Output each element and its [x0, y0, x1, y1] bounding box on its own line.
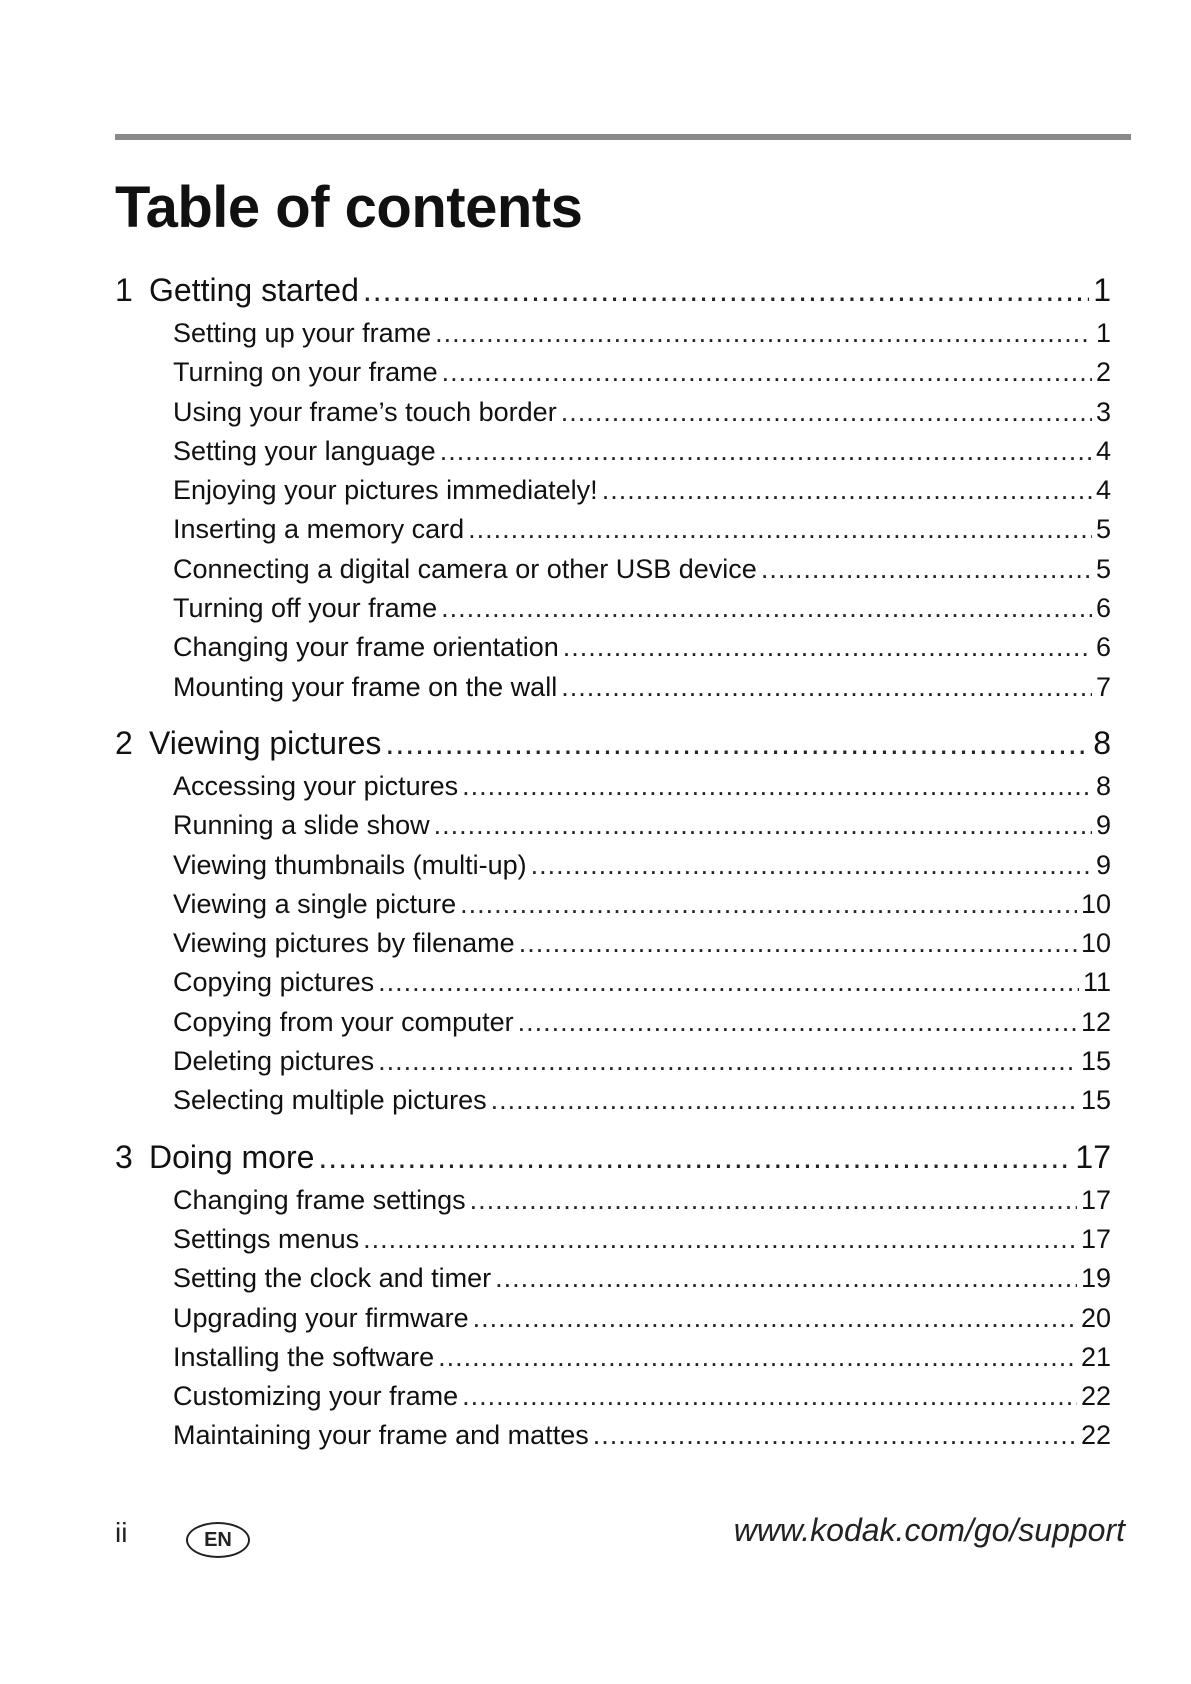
section-title: Copying from your computer — [173, 1006, 514, 1037]
dot-leader — [363, 1224, 1077, 1255]
section-page: 21 — [1080, 1341, 1111, 1372]
dot-leader — [441, 593, 1092, 624]
dot-leader — [462, 771, 1092, 802]
section-title: Viewing a single picture — [173, 888, 457, 919]
section-entry[interactable] — [115, 436, 1111, 475]
section-title: Installing the software — [173, 1341, 435, 1372]
chapter-entry[interactable] — [115, 725, 1111, 771]
chapter-1 — [115, 272, 1111, 711]
section-page: 7 — [1095, 671, 1111, 702]
section-title: Using your frame’s touch border — [173, 396, 557, 427]
section-page: 10 — [1080, 888, 1111, 919]
dot-leader — [495, 1263, 1077, 1294]
section-entry[interactable] — [115, 1007, 1111, 1046]
section-entry[interactable] — [115, 475, 1111, 514]
section-entry[interactable] — [115, 1303, 1111, 1342]
section-title: Viewing thumbnails (multi-up) — [173, 849, 527, 880]
section-page: 9 — [1095, 849, 1111, 880]
dot-leader — [519, 928, 1077, 959]
section-title: Turning off your frame — [173, 593, 438, 624]
section-entry[interactable] — [115, 1420, 1111, 1459]
section-title: Changing frame settings — [173, 1184, 466, 1215]
dot-leader — [438, 1342, 1077, 1373]
section-page: 15 — [1080, 1046, 1111, 1077]
section-entry[interactable] — [115, 889, 1111, 928]
section-page: 10 — [1080, 928, 1111, 959]
section-page: 1 — [1095, 318, 1111, 348]
table-of-contents — [115, 272, 1111, 1474]
section-entry[interactable] — [115, 554, 1111, 593]
chapter-number: 2 — [115, 724, 133, 761]
chapter-entry[interactable] — [115, 1139, 1111, 1185]
section-page: 5 — [1095, 514, 1111, 545]
section-title: Accessing your pictures — [173, 770, 459, 801]
dot-leader — [442, 357, 1092, 388]
section-page: 17 — [1080, 1184, 1111, 1215]
section-title: Setting the clock and timer — [173, 1263, 492, 1294]
section-page: 6 — [1095, 593, 1111, 624]
section-title: Running a slide show — [173, 810, 430, 841]
dot-leader — [593, 1420, 1077, 1451]
chapter-title: Getting started — [149, 272, 359, 308]
section-entry[interactable] — [115, 1085, 1111, 1124]
header-rule — [115, 134, 1131, 140]
section-entry[interactable] — [115, 1263, 1111, 1302]
section-entry[interactable] — [115, 850, 1111, 889]
dot-leader — [470, 1185, 1077, 1216]
dot-leader — [440, 436, 1092, 467]
dot-leader — [363, 272, 1089, 309]
section-entry[interactable] — [115, 967, 1111, 1006]
dot-leader — [460, 889, 1077, 920]
dot-leader — [561, 672, 1092, 703]
dot-leader — [468, 514, 1092, 545]
section-title: Upgrading your firmware — [173, 1302, 469, 1333]
dot-leader — [435, 318, 1092, 349]
section-page: 4 — [1095, 475, 1111, 506]
chapter-title: Viewing pictures — [149, 724, 382, 761]
section-entry[interactable] — [115, 357, 1111, 396]
footer-page-number: ii — [115, 1517, 128, 1548]
section-entry[interactable] — [115, 1185, 1111, 1224]
section-title: Customizing your frame — [173, 1381, 459, 1412]
dot-leader — [462, 1381, 1077, 1412]
dot-leader — [385, 725, 1089, 762]
language-badge: EN — [186, 1522, 250, 1558]
section-title: Mounting your frame on the wall — [173, 671, 558, 702]
section-entry[interactable] — [115, 810, 1111, 849]
section-page: 15 — [1080, 1085, 1111, 1116]
section-page: 12 — [1080, 1006, 1111, 1037]
dot-leader — [561, 397, 1092, 428]
dot-leader — [378, 967, 1079, 998]
section-entry[interactable] — [115, 397, 1111, 436]
dot-leader — [761, 554, 1092, 585]
section-title: Turning on your frame — [173, 357, 438, 388]
dot-leader — [318, 1139, 1071, 1176]
section-entry[interactable] — [115, 771, 1111, 810]
dot-leader — [378, 1046, 1077, 1077]
dot-leader — [563, 632, 1092, 663]
chapter-number: 3 — [115, 1138, 133, 1175]
section-page: 5 — [1095, 553, 1111, 584]
section-entry[interactable] — [115, 514, 1111, 553]
dot-leader — [491, 1085, 1077, 1116]
section-page: 6 — [1095, 632, 1111, 663]
section-title: Copying pictures — [173, 967, 375, 998]
dot-leader — [473, 1303, 1077, 1334]
section-title: Inserting a memory card — [173, 514, 465, 545]
chapter-3 — [115, 1139, 1111, 1460]
section-page: 19 — [1080, 1263, 1111, 1294]
chapter-page: 1 — [1093, 272, 1111, 308]
section-title: Enjoying your pictures immediately! — [173, 475, 598, 506]
section-entry[interactable] — [115, 672, 1111, 711]
section-entry[interactable] — [115, 1046, 1111, 1085]
section-title: Changing your frame orientation — [173, 632, 559, 663]
section-page: 9 — [1095, 810, 1111, 841]
section-page: 20 — [1080, 1302, 1111, 1333]
section-entry[interactable] — [115, 1342, 1111, 1381]
section-page: 22 — [1080, 1381, 1111, 1412]
section-entry[interactable] — [115, 928, 1111, 967]
dot-leader — [602, 475, 1092, 506]
page-title: Table of contents — [115, 175, 583, 240]
section-title: Setting your language — [173, 435, 436, 466]
section-title: Connecting a digital camera or other USB device — [173, 553, 757, 584]
section-title: Selecting multiple pictures — [173, 1085, 487, 1116]
section-entry[interactable] — [115, 1224, 1111, 1263]
section-entry[interactable] — [115, 593, 1111, 632]
section-page: 11 — [1082, 967, 1111, 998]
section-title: Maintaining your frame and mattes — [173, 1420, 589, 1451]
section-page: 3 — [1095, 396, 1111, 427]
chapter-title: Doing more — [149, 1138, 315, 1175]
chapter-page: 17 — [1075, 1138, 1111, 1175]
chapter-entry[interactable] — [115, 272, 1111, 318]
section-title: Deleting pictures — [173, 1046, 375, 1077]
section-title: Settings menus — [173, 1223, 360, 1254]
chapter-number: 1 — [115, 272, 133, 308]
chapter-2 — [115, 725, 1111, 1125]
section-title: Viewing pictures by filename — [173, 928, 515, 959]
section-page: 2 — [1095, 357, 1111, 388]
dot-leader — [434, 810, 1092, 841]
section-entry[interactable] — [115, 318, 1111, 357]
section-title: Setting up your frame — [173, 318, 432, 348]
section-page: 8 — [1095, 770, 1111, 801]
section-page: 4 — [1095, 435, 1111, 466]
section-entry[interactable] — [115, 1381, 1111, 1420]
dot-leader — [531, 850, 1092, 881]
chapter-page: 8 — [1093, 724, 1111, 761]
section-page: 17 — [1080, 1223, 1111, 1254]
section-entry[interactable] — [115, 632, 1111, 671]
dot-leader — [518, 1007, 1077, 1038]
support-url[interactable]: www.kodak.com/go/support — [733, 1512, 1125, 1548]
section-page: 22 — [1080, 1420, 1111, 1451]
